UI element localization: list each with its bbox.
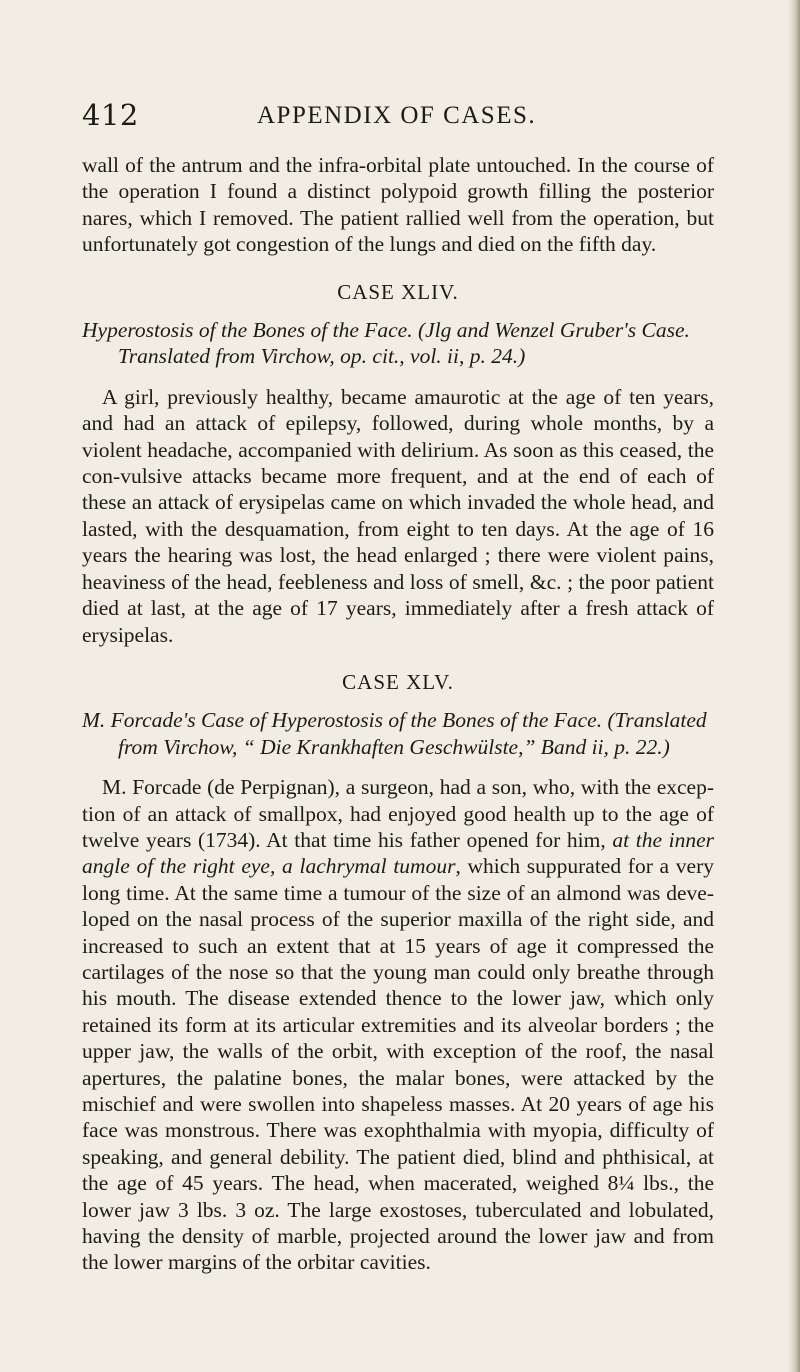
- case-44-source: [82, 317, 714, 370]
- case-45-italic-phrase: at the inner angle of the right eye, a lachrymal tumour: [82, 827, 715, 879]
- page-number: 412: [82, 98, 139, 132]
- continuation-paragraph: wall of the antrum and the infra-orbital plate untouched. In the course of the operation I found a distinct polypoid growth filling the posterior nares, which I removed. The patient rallied well from the operation, but unfortunately got congestion of the lungs and died on the fifth day.: [82, 153, 714, 257]
- case-44-title: CASE XLIV.: [337, 279, 459, 304]
- page-edge-shadow: [788, 0, 800, 1372]
- case-45-text-start: M. Forcade (de Perpignan), a surgeon, had a son, who, with the excep-tion of an attack of smallpox, had enjoyed good health up to the age of twelve years (1734). At that time his father opened for him,: [82, 775, 714, 852]
- case-45-paragraph: [82, 774, 714, 1276]
- page-body: [82, 152, 714, 1276]
- case-44-source-line2: Translated from Virchow, op. cit., vol. ii, p. 24.): [118, 344, 526, 369]
- case-45-text-end: , which suppurated for a very long time. At the same time a tumour of the size of an almond was deve-loped on the nasal process of the superior maxilla of the right side, and increased to such an extent that at 15 years of age it compressed the cartilages of the nose so that the young man could only breathe through his mouth. The disease extended thence to the lower jaw, which only retained its form at its articular extremities and its alveolar borders ; the upper jaw, the walls of the orbit, with exception of the roof, the nasal apertures, the palatine bones, the malar bones, were attacked by the mischief and were swollen into shapeless masses. At 20 years of age his face was monstrous. There was exophthalmia with myopia, difficulty of speaking, and general debility. The patient died, blind and phthisical, at the age of 45 years. The head, when macerated, weighed 8¼ lbs., the lower jaw 3 lbs. 3 oz. The large exostoses, tuberculated and lobulated, having the density of marble, projected around the lower jaw and from the lower margins of the orbitar cavities.: [82, 854, 714, 1275]
- case-44-paragraph: A girl, previously healthy, became amaurotic at the age of ten years, and had an attack of epilepsy, followed, during whole months, by a violent headache, accompanied with delirium. As soon as this ceased, the con-vulsive attacks became more frequent, and at the end of each of these an attack of erysipelas came on which invaded the whole head, and lasted, with the desquamation, from eight to ten days. At the age of 16 years the hearing was lost, the head enlarged ; there were violent pains, heaviness of the head, feebleness and loss of smell, &c. ; the poor patient died at last, at the age of 17 years, immediately after a fresh attack of erysipelas.: [82, 384, 714, 647]
- case-44-source-line1: Hyperostosis of the Bones of the Face. (Jlg and Wenzel Gruber's Case.: [82, 318, 690, 343]
- case-45-source-line2: from Virchow, “ Die Krankhaften Geschwülste,” Band ii, p. 22.): [118, 734, 670, 759]
- page-header: [82, 98, 712, 138]
- case-45-title: CASE XLV.: [342, 669, 454, 694]
- running-head: APPENDIX OF CASES.: [257, 102, 537, 129]
- case-45-source: [82, 707, 714, 760]
- case-45-source-line1: M. Forcade's Case of Hyperostosis of the Bones of the Face. (Translated: [82, 708, 707, 733]
